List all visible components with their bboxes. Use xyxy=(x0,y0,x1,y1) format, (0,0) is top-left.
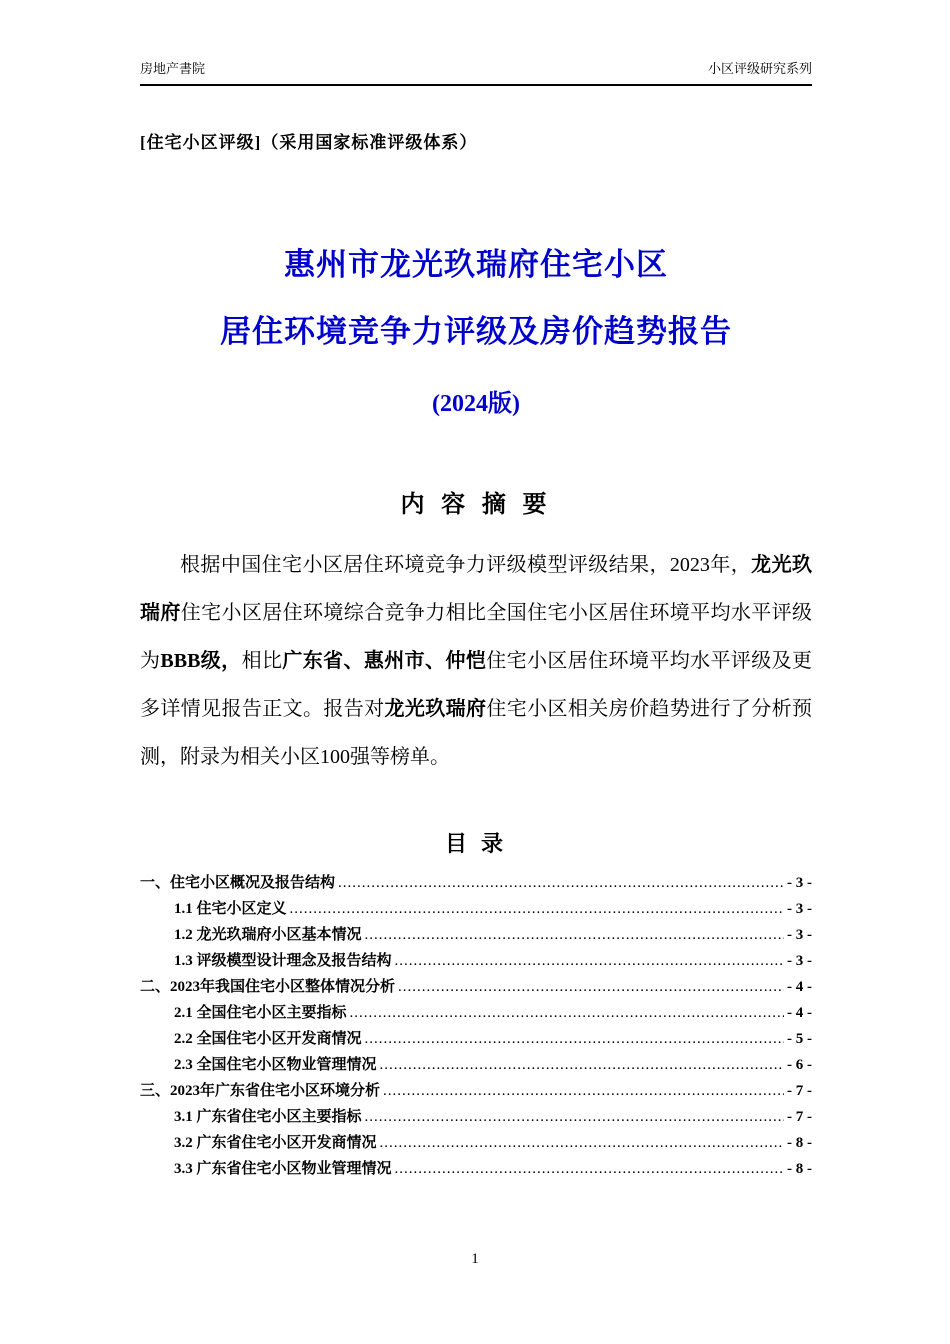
toc-entry-page-number: - 8 - xyxy=(787,1161,812,1177)
leader-dots xyxy=(365,1026,784,1052)
summary-segment: 住宅小区相关房价趋势进行了分析预测，附录为相关小区100强等榜单。 xyxy=(140,698,812,768)
report-title-line-2: 居住环境竞争力评级及房价趋势报告 xyxy=(220,314,732,349)
toc-entry xyxy=(140,974,812,1000)
leader-dots xyxy=(365,1104,784,1130)
toc-entry-label: 1.3 评级模型设计理念及报告结构 xyxy=(174,953,392,969)
leader-dots xyxy=(383,1078,784,1104)
toc-entry-label: 一、住宅小区概况及报告结构 xyxy=(140,875,336,891)
toc-entry xyxy=(140,1052,812,1078)
report-title-block xyxy=(140,249,812,418)
toc-entry-label: 1.1 住宅小区定义 xyxy=(174,901,287,917)
toc-entry-label: 二、2023年我国住宅小区整体情况分析 xyxy=(140,979,396,995)
report-type-line: [住宅小区评级]（采用国家标准评级体系） xyxy=(140,133,478,152)
toc-entry-label: 2.2 全国住宅小区开发商情况 xyxy=(174,1031,362,1047)
toc-entry xyxy=(140,922,812,948)
toc-entry-page-number: - 6 - xyxy=(787,1057,812,1073)
toc-entry-label: 3.2 广东省住宅小区开发商情况 xyxy=(174,1135,377,1151)
toc-entry-page-number: - 3 - xyxy=(787,875,812,891)
toc-entry-page-number: - 5 - xyxy=(787,1031,812,1047)
toc-entry xyxy=(140,1156,812,1182)
page-header xyxy=(140,58,812,86)
report-edition: (2024版) xyxy=(432,391,520,417)
leader-dots xyxy=(398,974,784,1000)
toc-entry-label: 3.1 广东省住宅小区主要指标 xyxy=(174,1109,362,1125)
toc-entry-label: 1.2 龙光玖瑞府小区基本情况 xyxy=(174,927,362,943)
leader-dots xyxy=(395,948,784,974)
toc-entry xyxy=(140,870,812,896)
leader-dots xyxy=(350,1000,784,1026)
toc-heading: 目 录 xyxy=(444,831,508,856)
toc-entry-page-number: - 8 - xyxy=(787,1135,812,1151)
summary-segment-rating: BBB级， xyxy=(160,650,242,672)
summary-segment: 住宅小区居住环境平均水平评级及更多详情见报告正文。报告对 xyxy=(140,650,813,720)
toc-entry xyxy=(140,1000,812,1026)
leader-dots xyxy=(395,1156,784,1182)
toc-entry-label: 3.3 广东省住宅小区物业管理情况 xyxy=(174,1161,392,1177)
toc-entry xyxy=(140,896,812,922)
page-number-footer: 1 xyxy=(471,1251,479,1267)
summary-segment: 根据中国住宅小区居住环境竞争力评级模型评级结果，2023年， xyxy=(180,554,752,576)
toc-entry-page-number: - 4 - xyxy=(787,1005,812,1021)
summary-segment-community-name: 龙光玖瑞府 xyxy=(140,554,812,624)
toc-entry-page-number: - 3 - xyxy=(787,953,812,969)
leader-dots xyxy=(338,870,784,896)
toc-entry-label: 三、2023年广东省住宅小区环境分析 xyxy=(140,1083,381,1099)
toc-entry xyxy=(140,1104,812,1130)
toc-entry xyxy=(140,1078,812,1104)
toc-entry xyxy=(140,1130,812,1156)
summary-heading: 内 容 摘 要 xyxy=(400,491,552,518)
summary-segment: 相比 xyxy=(241,650,283,672)
leader-dots xyxy=(380,1052,784,1078)
toc-entry xyxy=(140,1026,812,1052)
leader-dots xyxy=(380,1130,784,1156)
toc-entry-label: 2.3 全国住宅小区物业管理情况 xyxy=(174,1057,377,1073)
toc-entry-page-number: - 3 - xyxy=(787,927,812,943)
report-title-line-1: 惠州市龙光玖瑞府住宅小区 xyxy=(284,247,668,282)
toc-entry-page-number: - 7 - xyxy=(787,1083,812,1099)
toc-entry-page-number: - 7 - xyxy=(787,1109,812,1125)
summary-segment-regions: 广东省、惠州市、仲恺 xyxy=(282,650,487,672)
leader-dots xyxy=(365,922,784,948)
toc-entry-page-number: - 3 - xyxy=(787,901,812,917)
summary-segment-community-name: 龙光玖瑞府 xyxy=(384,698,487,720)
header-right-text: 小区评级研究系列 xyxy=(707,61,812,76)
toc-entry xyxy=(140,948,812,974)
leader-dots xyxy=(290,896,784,922)
toc-entry-label: 2.1 全国住宅小区主要指标 xyxy=(174,1005,347,1021)
summary-paragraph xyxy=(140,541,812,781)
toc-entry-page-number: - 4 - xyxy=(787,979,812,995)
summary-segment: 住宅小区居住环境综合竞争力相比全国住宅小区居住环境平均水平评级为 xyxy=(140,602,812,672)
header-left-text: 房地产書院 xyxy=(140,61,206,76)
table-of-contents xyxy=(140,870,812,1182)
